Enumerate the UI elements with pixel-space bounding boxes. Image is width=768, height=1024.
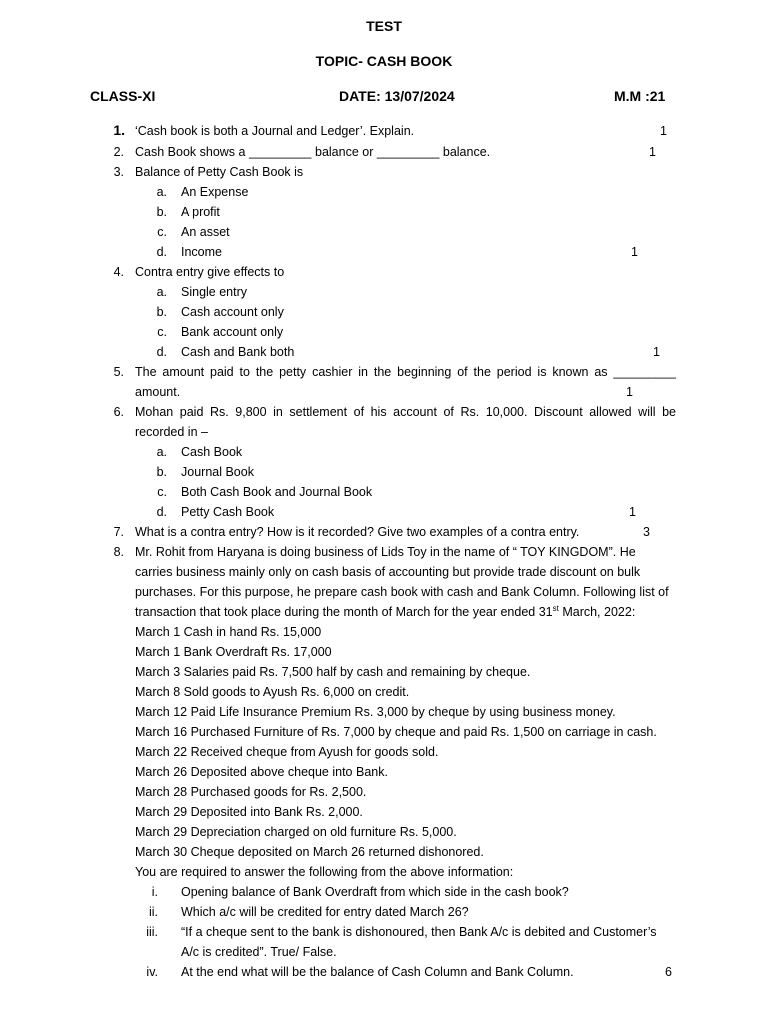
option-letter: b.: [156, 465, 167, 479]
question-number: 6.: [113, 405, 124, 419]
option-letter: d.: [156, 505, 167, 519]
transaction-line: March 22 Received cheque from Ayush for goods sold.: [135, 745, 439, 759]
option-text: Single entry: [181, 285, 248, 299]
question-marks: 1: [660, 124, 667, 138]
question-number: 3.: [113, 165, 124, 179]
transaction-line: March 29 Depreciation charged on old furniture Rs. 5,000.: [135, 825, 457, 839]
question-number: 7.: [113, 525, 124, 539]
case-intro-line: purchases. For this purpose, he prepare cash book with cash and Bank Column. Following list of: [135, 585, 669, 599]
option-letter: c.: [157, 225, 167, 239]
question-number: 5.: [113, 365, 124, 379]
class-label: CLASS-XI: [90, 88, 156, 104]
option-text: Cash account only: [181, 305, 284, 319]
subpart-number: ii.: [148, 905, 158, 919]
question-marks: 1: [629, 505, 636, 519]
question-marks: 1: [653, 345, 660, 359]
case-intro-line: carries business mainly only on cash basis of accounting but provide trade discount on bulk: [135, 565, 641, 579]
question-text: Balance of Petty Cash Book is: [135, 165, 304, 179]
transaction-line: March 26 Deposited above cheque into Bank.: [135, 765, 388, 779]
option-letter: d.: [156, 245, 167, 259]
option-letter: c.: [157, 485, 167, 499]
question-text-continued: amount.: [135, 385, 181, 399]
option-text: Bank account only: [181, 325, 284, 339]
subpart-text: “If a cheque sent to the bank is dishonoured, then Bank A/c is debited and Customer’s: [181, 925, 657, 939]
case-intro-line: [135, 604, 635, 620]
question-text: Cash Book shows a _________ balance or _________ balance.: [135, 145, 491, 159]
transaction-line: March 12 Paid Life Insurance Premium Rs. 3,000 by cheque by using business money.: [135, 705, 616, 719]
option-text: Cash and Bank both: [181, 345, 295, 359]
option-letter: d.: [156, 345, 167, 359]
case-intro-text: March, 2022:: [558, 605, 636, 619]
question-text: ‘Cash book is both a Journal and Ledger’. Explain.: [135, 124, 415, 138]
case-intro-line: Mr. Rohit from Haryana is doing business of Lids Toy in the name of “ TOY KINGDOM”. He: [135, 545, 636, 559]
option-letter: c.: [157, 325, 167, 339]
question-number: 2.: [113, 145, 124, 159]
option-text: Cash Book: [181, 445, 243, 459]
option-letter: a.: [156, 445, 167, 459]
instruction-line: You are required to answer the following from the above information:: [135, 865, 514, 879]
transaction-line: March 30 Cheque deposited on March 26 returned dishonored.: [135, 845, 484, 859]
question-text: What is a contra entry? How is it recorded? Give two examples of a contra entry.: [135, 525, 580, 539]
option-letter: b.: [156, 205, 167, 219]
option-letter: b.: [156, 305, 167, 319]
question-marks: 3: [643, 525, 650, 539]
option-letter: a.: [156, 285, 167, 299]
subpart-text: Which a/c will be credited for entry dated March 26?: [181, 905, 469, 919]
max-marks-label: M.M :21: [614, 88, 666, 104]
subpart-text: Opening balance of Bank Overdraft from which side in the cash book?: [181, 885, 569, 899]
option-text: Both Cash Book and Journal Book: [181, 485, 373, 499]
date-label: DATE: 13/07/2024: [339, 88, 455, 104]
question-marks: 1: [631, 245, 638, 259]
question-marks: 6: [665, 965, 672, 979]
option-text: A profit: [181, 205, 220, 219]
option-text: Journal Book: [181, 465, 254, 479]
question-marks: 1: [626, 385, 633, 399]
option-letter: a.: [156, 185, 167, 199]
question-text: Contra entry give effects to: [135, 265, 285, 279]
case-intro-text: transaction that took place during the month of March for the year ended 31: [135, 605, 553, 619]
test-title: TEST: [366, 18, 402, 34]
transaction-line: March 1 Bank Overdraft Rs. 17,000: [135, 645, 332, 659]
question-number: 1.: [113, 122, 125, 138]
transaction-line: March 29 Deposited into Bank Rs. 2,000.: [135, 805, 363, 819]
question-text-continued: recorded in –: [135, 425, 208, 439]
transaction-line: March 8 Sold goods to Ayush Rs. 6,000 on credit.: [135, 685, 410, 699]
subpart-number: iv.: [146, 965, 158, 979]
option-text: An Expense: [181, 185, 249, 199]
topic-heading: TOPIC- CASH BOOK: [315, 53, 453, 69]
subpart-number: i.: [151, 885, 158, 899]
option-text: An asset: [181, 225, 230, 239]
option-text: Income: [181, 245, 222, 259]
subpart-number: iii.: [146, 925, 158, 939]
subpart-text-continued: A/c is credited”. True/ False.: [181, 945, 337, 959]
question-number: 4.: [113, 265, 124, 279]
question-text: Mohan paid Rs. 9,800 in settlement of his account of Rs. 10,000. Discount allowed will be: [135, 405, 676, 419]
transaction-line: March 3 Salaries paid Rs. 7,500 half by cash and remaining by cheque.: [135, 665, 531, 679]
transaction-line: March 16 Purchased Furniture of Rs. 7,000 by cheque and paid Rs. 1,500 on carriage in cash.: [135, 725, 657, 739]
ordinal-suffix: st: [552, 603, 559, 613]
option-text: Petty Cash Book: [181, 505, 275, 519]
question-text: The amount paid to the petty cashier in the beginning of the period is known as _________: [135, 365, 676, 379]
question-number: 8.: [113, 545, 124, 559]
subpart-text: At the end what will be the balance of Cash Column and Bank Column.: [181, 965, 574, 979]
question-marks: 1: [649, 145, 656, 159]
transaction-line: March 28 Purchased goods for Rs. 2,500.: [135, 785, 367, 799]
transaction-line: March 1 Cash in hand Rs. 15,000: [135, 625, 322, 639]
